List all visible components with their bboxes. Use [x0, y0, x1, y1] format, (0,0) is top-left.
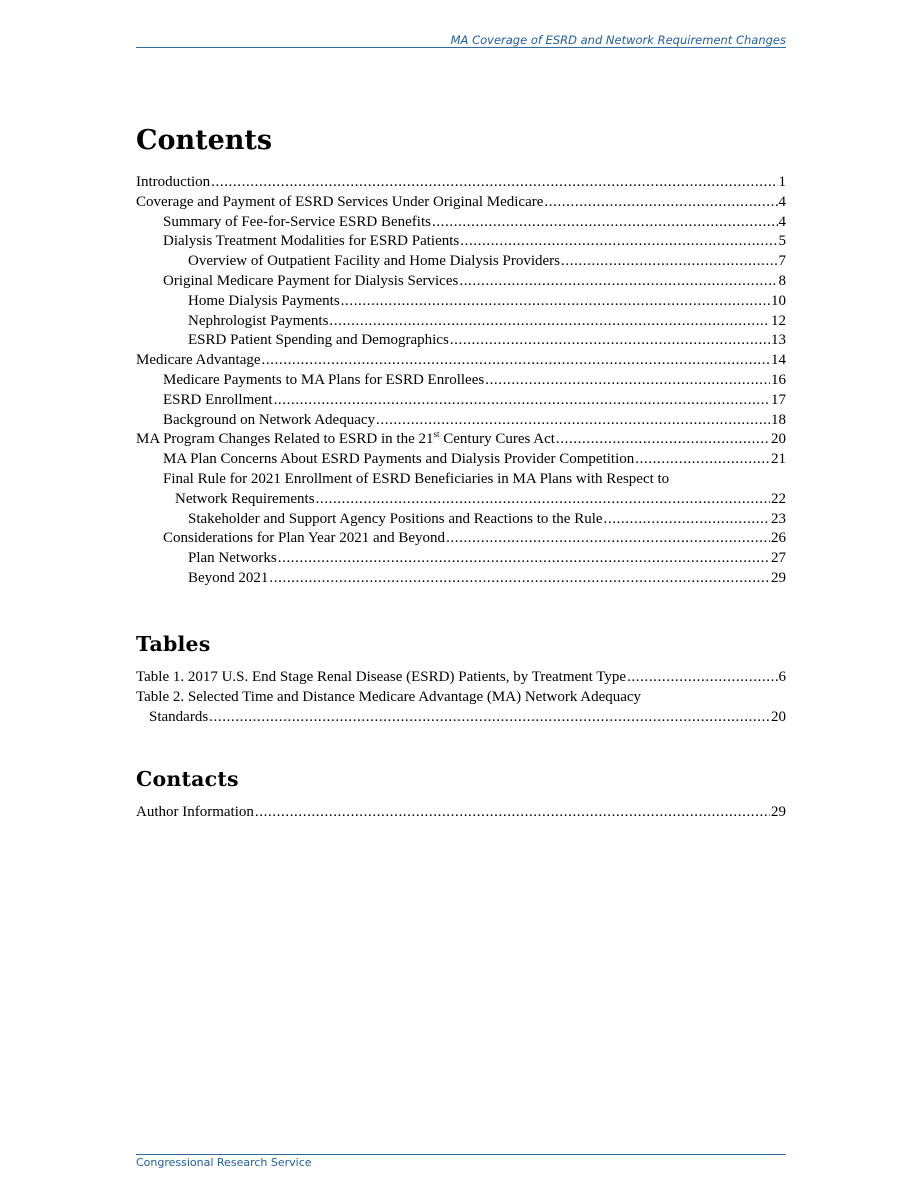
toc-entry[interactable]: ESRD Enrollment ..... 17: [136, 391, 786, 411]
toc-entry[interactable]: Table 1. 2017 U.S. End Stage Renal Disease (ESRD) Patients, by Treatment Type ..... 6: [136, 668, 786, 688]
toc-entry[interactable]: Standards ..... 20: [136, 708, 786, 728]
toc-entry[interactable]: Medicare Advantage ..... 14: [136, 351, 786, 371]
contents-heading: Contents: [136, 125, 273, 156]
header-rule: [136, 47, 786, 48]
toc-entry[interactable]: Plan Networks ..... 27: [136, 549, 786, 569]
contents-list: [136, 173, 786, 589]
contacts-heading: Contacts: [136, 767, 239, 791]
toc-entry[interactable]: Summary of Fee-for-Service ESRD Benefits ..... 4: [136, 213, 786, 233]
toc-entry[interactable]: Network Requirements ..... 22: [136, 490, 786, 510]
toc-entry[interactable]: Author Information ..... 29: [136, 803, 786, 823]
tables-list: [136, 668, 786, 727]
contacts-list: [136, 803, 786, 823]
toc-entry[interactable]: Coverage and Payment of ESRD Services Under Original Medicare ..... 4: [136, 193, 786, 213]
toc-entry[interactable]: Nephrologist Payments ..... 12: [136, 312, 786, 332]
toc-entry[interactable]: Background on Network Adequacy ..... 18: [136, 411, 786, 431]
toc-entry[interactable]: MA Plan Concerns About ESRD Payments and Dialysis Provider Competition ..... 21: [136, 450, 786, 470]
toc-entry[interactable]: MA Program Changes Related to ESRD in the 21st Century Cures Act ..... 20: [136, 430, 786, 450]
tables-heading: Tables: [136, 632, 211, 656]
toc-entry[interactable]: Stakeholder and Support Agency Positions and Reactions to the Rule ..... 23: [136, 510, 786, 530]
toc-entry[interactable]: Introduction ..... 1: [136, 173, 786, 193]
toc-entry[interactable]: Home Dialysis Payments ..... 10: [136, 292, 786, 312]
toc-entry[interactable]: Beyond 2021 ..... 29: [136, 569, 786, 589]
toc-entry-wrapped-line[interactable]: Table 2. Selected Time and Distance Medicare Advantage (MA) Network Adequacy: [136, 688, 642, 705]
toc-entry[interactable]: ESRD Patient Spending and Demographics ..... 13: [136, 331, 786, 351]
toc-entry[interactable]: Overview of Outpatient Facility and Home Dialysis Providers ..... 7: [136, 252, 786, 272]
toc-entry[interactable]: Dialysis Treatment Modalities for ESRD Patients ..... 5: [136, 232, 786, 252]
toc-entry[interactable]: Original Medicare Payment for Dialysis Services ..... 8: [136, 272, 786, 292]
toc-entry[interactable]: Medicare Payments to MA Plans for ESRD Enrollees ..... 16: [136, 371, 786, 391]
running-footer: Congressional Research Service: [136, 1156, 312, 1169]
toc-entry[interactable]: Considerations for Plan Year 2021 and Beyond ..... 26: [136, 529, 786, 549]
running-header: MA Coverage of ESRD and Network Requirement Changes: [450, 33, 786, 47]
toc-entry-wrapped-line[interactable]: Final Rule for 2021 Enrollment of ESRD Beneficiaries in MA Plans with Respect to: [163, 470, 670, 487]
